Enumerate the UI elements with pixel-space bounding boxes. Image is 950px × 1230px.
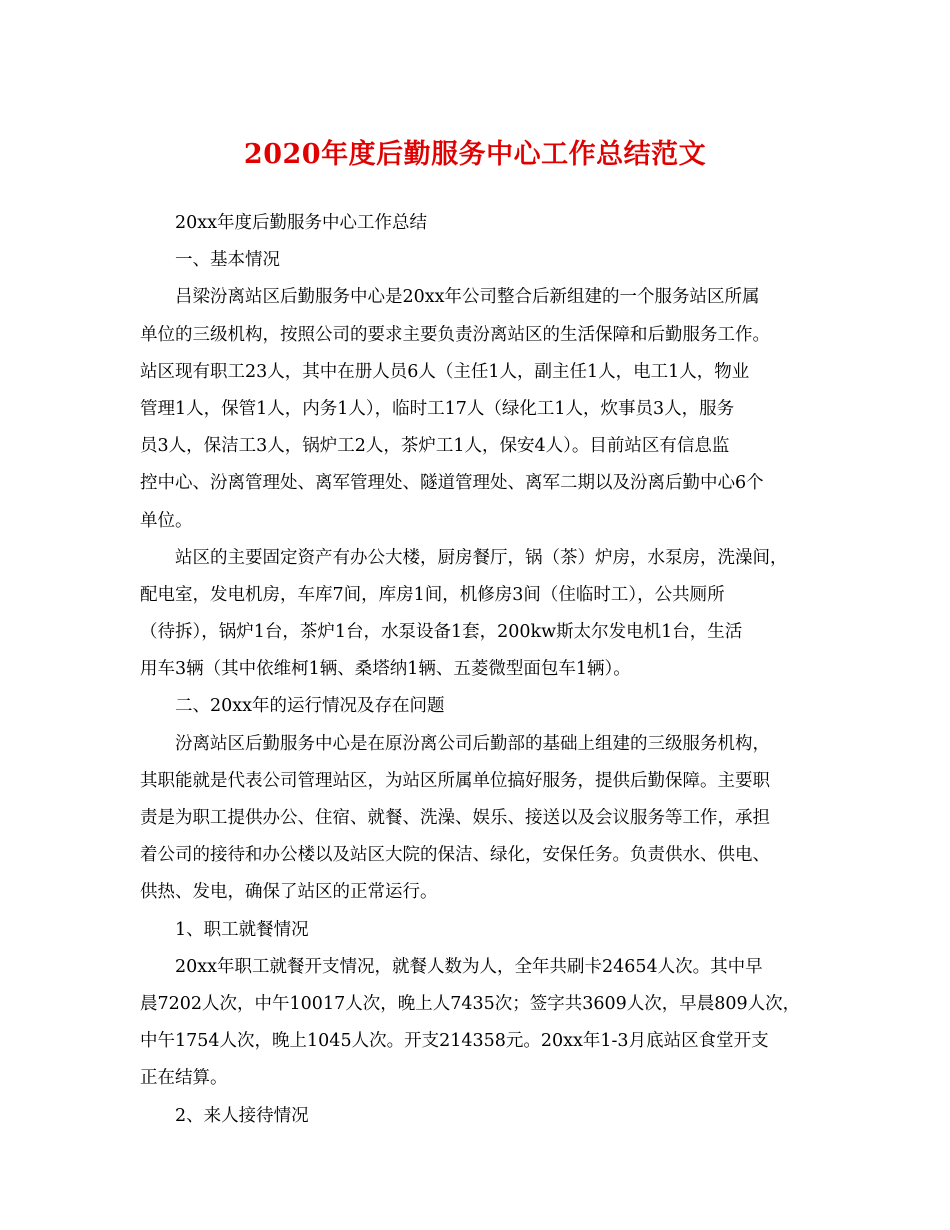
body-line: 站区的主要固定资产有办公大楼，厨房餐厅，锅（茶）炉房，水泵房，洗澡间， [175, 547, 788, 568]
body-line: 员3人，保洁工3人，锅炉工2人，茶炉工1人，保安4人）。目前站区有信息监 [140, 436, 730, 457]
body-line: 单位的三级机构，按照公司的要求主要负责汾离站区的生活保障和后勤服务工作。 [140, 324, 770, 345]
body-line: 其职能就是代表公司管理站区，为站区所属单位搞好服务，提供后勤保障。主要职 [140, 770, 770, 791]
body-line: 责是为职工提供办公、住宿、就餐、洗澡、娱乐、接送以及会议服务等工作，承担 [140, 808, 770, 828]
body-line: （待拆），锅炉1台，茶炉1台，水泵设备1套，200kw斯太尔发电机1台，生活 [140, 622, 743, 643]
document-body [140, 205, 830, 1135]
body-line: 单位。 [140, 510, 193, 531]
body-line: 配电室，发电机房，车库7间，库房1间，机修房3间（住临时工），公共厕所 [140, 584, 725, 605]
body-line: 中午1754人次，晚上1045人次。开支214358元。20xx年1-3月底站区食堂开支 [140, 1031, 769, 1052]
body-line: 管理1人，保管1人，内务1人），临时工17人（绿化工1人，炊事员3人，服务 [140, 398, 735, 419]
body-line: 汾离站区后勤服务中心是在原汾离公司后勤部的基础上组建的三级服务机构， [175, 733, 770, 754]
body-line: 站区现有职工23人，其中在册人员6人（主任1人，副主任1人，电工1人，物业 [140, 361, 750, 382]
body-line: 20xx年度后勤服务中心工作总结 [175, 213, 428, 233]
body-line: 晨7202人次，中午10017人次，晚上人7435次；签字共3609人次，早晨809人次， [140, 993, 801, 1014]
body-line: 用车3辆（其中依维柯1辆、桑塔纳1辆、五菱微型面包车1辆）。 [140, 659, 631, 680]
body-line: 二、20xx年的运行情况及存在问题 [175, 696, 445, 717]
body-line: 2、来人接待情况 [175, 1105, 309, 1126]
body-line: 1、职工就餐情况 [175, 919, 309, 940]
body-line: 吕梁汾离站区后勤服务中心是20xx年公司整合后新组建的一个服务站区所属 [175, 287, 760, 308]
body-line: 控中心、汾离管理处、离军管理处、隧道管理处、离军二期以及汾离后勤中心6个 [140, 473, 764, 494]
body-line: 正在结算。 [140, 1068, 228, 1089]
body-line: 供热、发电，确保了站区的正常运行。 [140, 882, 438, 903]
body-line: 20xx年职工就餐开支情况，就餐人数为人，全年共刷卡24654人次。其中早 [175, 956, 763, 977]
document-title: 2020年度后勤服务中心工作总结范文 [243, 139, 707, 170]
body-line: 一、基本情况 [175, 250, 280, 271]
body-line: 着公司的接待和办公楼以及站区大院的保洁、绿化，安保任务。负责供水、供电、 [140, 845, 770, 866]
